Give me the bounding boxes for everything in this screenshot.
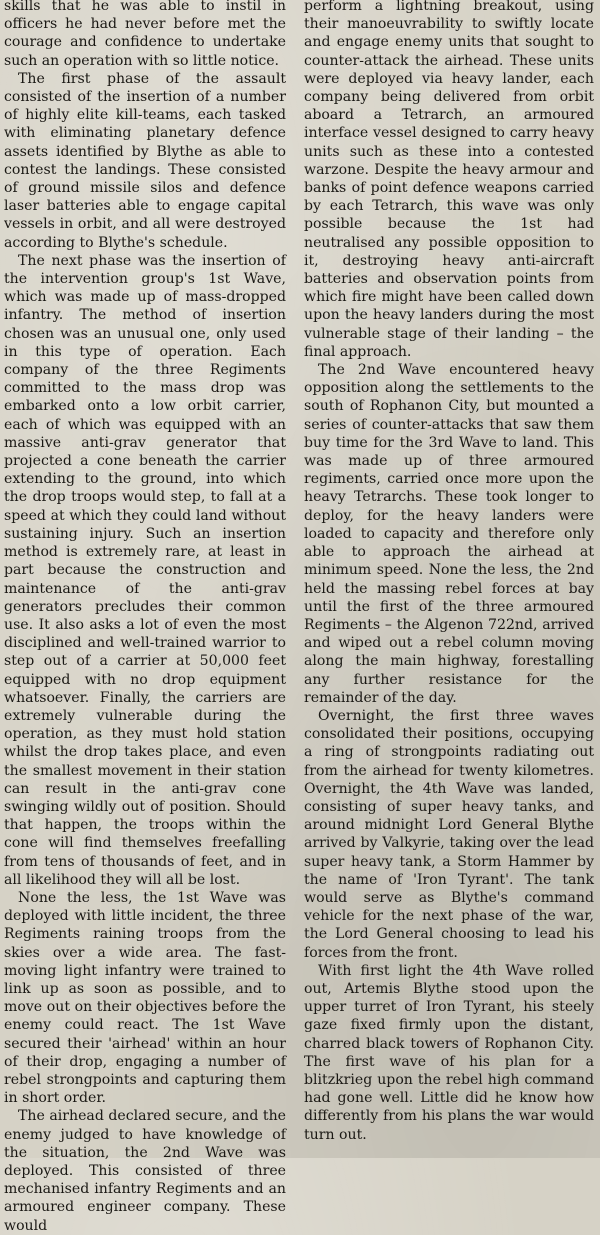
paragraph: With first light the 4th Wave rolled out, Artemis Blythe stood upon the upper turret of Iron Tyrant, his steely gaze fixed firmly upon the distant, charred black towers of Rophanon City. The first wave of his plan for a blitzkrieg upon the rebel high command had gone well. Little did he know how differently from his plans the war would turn out. (304, 962, 594, 1143)
paragraph: perform a lightning breakout, using their manoeuvrability to swiftly locate and engage enemy units that sought to counter-attack the airhead. These units were deployed via heavy lander, each company being delivered from orbit aboard a Tetrarch, an armoured interface vessel designed to carry heavy units such as these into a contested warzone. Despite the heavy armour and banks of point defence weapons carried by each Tetrarch, this wave was only possible because the 1st had neutralised any possible opposition to it, destroying heavy anti-aircraft batteries and observation points from which fire might have been called down upon the heavy landers during the most vulnerable stage of their landing – the final approach. (304, 0, 594, 360)
paragraph: The airhead declared secure, and the enemy judged to have knowledge of the situation, the 2nd Wave was deployed. This consisted of three mechanised infantry Regiments and an armoured engineer company. These would (4, 1108, 286, 1234)
paragraph: The first phase of the assault consisted of the insertion of a number of highly elite kill-teams, each tasked with eliminating planetary defence assets identified by Blythe as able to contest the landings. These consisted of ground missile silos and defence laser batteries able to engage capital vessels in orbit, and all were destroyed according to Blythe's schedule. (4, 70, 286, 251)
paragraph: The next phase was the insertion of the intervention group's 1st Wave, which was made up of mass-dropped infantry. The method of insertion chosen was an unusual one, only used in this type of operation. Each company of the three Regiments committed to the mass drop was embarked onto a low orbit carrier, each of which was equipped with an massive anti-grav generator that projected a cone beneath the carrier extending to the ground, into which the drop troops would step, to fall at a speed at which they could land without sustaining injury. Such an insertion method is extremely rare, at least in part because the construction and maintenance of the anti-grav generators precludes their common use. It also asks a lot of even the most disciplined and well-trained warrior to step out of a carrier at 50,000 feet equipped with no drop equipment whatsoever. Finally, the carriers are extremely vulnerable during the operation, as they must hold station whilst the drop takes place, and even the smallest movement in their station can result in the anti-grav cone swinging wildly out of position. Should that happen, the troops within the cone will find themselves freefalling from tens of thousands of feet, and in all likelihood they will all be lost. (4, 252, 286, 888)
paragraph: The 2nd Wave encountered heavy opposition along the settlements to the south of Rophanon City, but mounted a series of counter-attacks that saw them buy time for the 3rd Wave to land. This was made up of three armoured regiments, carried once more upon the heavy Tetrarchs. These took longer to deploy, for the heavy landers were loaded to capacity and therefore only able to approach the airhead at minimum speed. None the less, the 2nd held the massing rebel forces at bay until the first of the three armoured Regiments – the Algenon 722nd, arrived and wiped out a rebel column moving along the main highway, forestalling any further resistance for the remainder of the day. (304, 362, 594, 706)
paragraph: None the less, the 1st Wave was deployed with little incident, the three Regiments raining troops from the skies over a wide area. The fast-moving light infantry were trained to link up as soon as possible, and to move out on their objectives before the enemy could react. The 1st Wave secured their 'airhead' within an hour of their drop, engaging a number of rebel strongpoints and capturing them in short order. (4, 889, 286, 1107)
text-column-right (304, 0, 594, 1155)
paragraph: skills that he was able to instil in officers he had never before met the courage and confidence to undertake such an operation with so little notice. (4, 0, 286, 69)
paragraph: Overnight, the first three waves consolidated their positions, occupying a ring of strongpoints radiating out from the airhead for twenty kilometres. Overnight, the 4th Wave was landed, consisting of super heavy tanks, and around midnight Lord General Blythe arrived by Valkyrie, taking over the lead super heavy tank, a Storm Hammer by the name of 'Iron Tyrant'. The tank would serve as Blythe's command vehicle for the next phase of the war, the Lord General choosing to lead his forces from the front. (304, 707, 594, 961)
text-column-left (4, 0, 286, 1234)
